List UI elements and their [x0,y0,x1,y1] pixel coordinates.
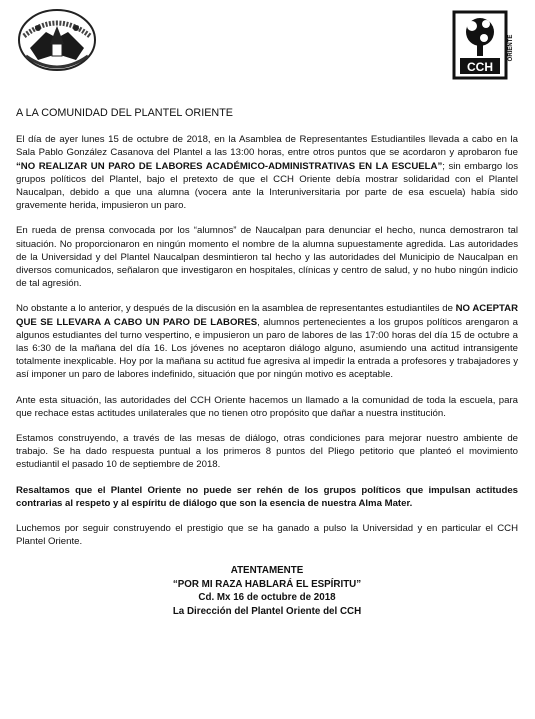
paragraph-5: Estamos construyendo, a través de las mesas de diálogo, otras condiciones para mejorar nuestro ambiente de trabajo. Se ha dado respuesta puntual a los primeros 8 puntos del Pliego petitorio que planteó el movimiento estudiantil el pasado 10 de septiembre de 2018. [16,433,518,471]
closing-line-3: Cd. Mx 16 de octubre de 2018 [198,592,336,604]
unam-crest-icon [16,8,98,76]
paragraph-4: Ante esta situación, las autoridades del CCH Oriente hacemos un llamado a la comunidad de toda la escuela, para que rechace estas actitudes unilaterales que no tienen otro propósito que dañar a nuestra institución. [16,394,518,419]
closing-line-1: ATENTAMENTE [230,565,304,577]
paragraph-3-text: No obstante a lo anterior, y después de la discusión en la asamblea de representantes estudiantiles de [16,303,456,315]
paragraph-1-text-end: ; sin embargo los grupos políticos del Plantel, bajo el pretexto de que el CCH Oriente debía mostrar solidaridad con el Plantel Naucalpan, debido a que una alumna (vocera ante la Interuniversitaria por parte de esa escuela) había sido gravemente herida, impusieron un paro. [16,160,518,212]
closing-line-4: La Dirección del Plantel Oriente del CCH [172,605,362,617]
letter-body [16,107,518,618]
svg-text:CCH: CCH [467,60,493,74]
paragraph-6: Resaltamos que el Plantel Oriente no puede ser rehén de los grupos políticos que impulsan actitudes contrarias al respeto y al espíritu de diálogo que son la esencia de nuestra Alma Mater. [16,484,518,509]
paragraph-3-bold: NO ACEPTAR QUE SE LLEVARA A CABO UN PARO DE LABORES [16,303,518,328]
svg-text:ORIENTE: ORIENTE [508,34,514,62]
cch-oriente-logo-icon [450,8,518,82]
letterhead [0,0,535,90]
paragraph-1-bold: “NO REALIZAR UN PARO DE LABORES ACADÉMICO-ADMINISTRATIVAS EN LA ESCUELA” [16,160,443,172]
page-title: A LA COMUNIDAD DEL PLANTEL ORIENTE [16,107,233,119]
paragraph-1-text: El día de ayer lunes 15 de octubre de 2018, en la Asamblea de Representantes Estudiantiles llevada a cabo en la Sala Pablo González Casanova del Plantel a las 13:00 horas, entre otros puntos que se acordaron y aprobaron fue [16,134,518,159]
paragraph-2: En rueda de prensa convocada por los “alumnos” de Naucalpan para denunciar el hecho, nunca demostraron tal situación. No proporcionaron en ningún momento el nombre de la alumna supuestamente agredida. Las autoridades de la Universidad y del Plantel Naucalpan desmintieron tal hecho y las autoridades del Municipio de Naucalpan en diversos comunicados, señalaron que investigaron en hospitales, clínicas y centro de salud, y no hubo ningún indicio de tal agresión. [16,225,518,290]
paragraph-3-text-end: , alumnos pertenecientes a los grupos políticos arengaron a algunos estudiantes del turno vespertino, e impusieron un paro de labores de las 17:00 horas del día 15 de octubre a las 6:30 de la mañana del día 16. Los jóvenes no aceptaron diálogo alguno, asumiendo una actitud intransigente totalmente inexplicable. Hoy por la mañana su actitud fue agresiva al impedir la entrada a profesores y trabajadores y así imponer un paro de labores indefinido, situación que por ningún motivo es aceptable. [16,316,518,381]
paragraph-7: Luchemos por seguir construyendo el prestigio que se ha ganado a pulso la Universidad y en particular el CCH Plantel Oriente. [16,523,518,548]
paragraph-1 [16,133,518,212]
paragraph-3 [16,302,518,381]
signature-block [16,564,518,618]
closing-line-2: “POR MI RAZA HABLARÁ EL ESPÍRITU” [172,578,362,590]
